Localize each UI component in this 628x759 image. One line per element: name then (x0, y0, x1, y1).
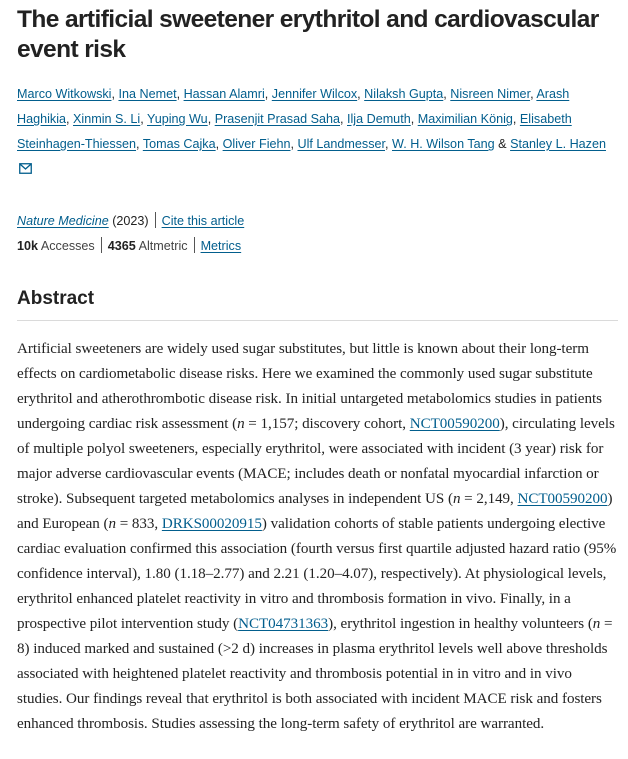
author-link[interactable]: Ina Nemet (118, 87, 177, 101)
abstract-text-segment: = 2,149, (460, 490, 518, 507)
journal-link[interactable]: Nature Medicine (17, 214, 109, 228)
abstract-text-segment: ), circulating levels of multiple polyol sweeteners, especially erythritol, were associated with incident (3 year) risk for major adverse cardiovascular events (MACE; includes death or nonfatal myocardial infarction or stroke). Subsequent targeted metabolomics analyses in independent US ( (17, 415, 615, 507)
abstract-heading: Abstract (17, 287, 618, 321)
author-link[interactable]: Elisabeth Steinhagen-Thiessen (17, 112, 572, 151)
abstract-text (17, 337, 618, 737)
publication-year: (2023) (112, 214, 149, 228)
trial-registry-link[interactable]: NCT04731363 (238, 615, 329, 632)
altmetric-count: 4365 (107, 239, 136, 253)
author-link[interactable]: Marco Witkowski (17, 87, 112, 101)
accesses-label: Accesses (40, 239, 95, 253)
abstract-text-segment: = 8) induced marked and sustained (>2 d) increases in plasma erythritol levels well above thresholds associated with heightened platelet reactivity and thrombosis potential in in vitro and in vivo studies. Our findings reveal that erythritol is both associated with incident MACE risk and fosters enhanced thrombosis. Studies assessing the long-term safety of erythritol are warranted. (17, 615, 613, 732)
trial-registry-link[interactable]: NCT00590200 (517, 490, 608, 507)
author-link[interactable]: Prasenjit Prasad Saha (214, 112, 340, 126)
abstract-text-segment: ) validation cohorts of stable patients undergoing elective cardiac evaluation confirmed this association (fourth versus first quartile adjusted hazard ratio (95% confidence interval), 1.80 (1.18–2.77) and 2.21 (1.20–4.07), respectively). At physiological levels, erythritol enhanced platelet reactivity in vitro and thrombosis formation in vivo. Finally, in a prospective pilot intervention study ( (17, 515, 617, 632)
sample-size-symbol: n (237, 415, 245, 432)
sample-size-symbol: n (108, 515, 116, 532)
abstract-text-segment: Artificial sweeteners are widely used sugar substitutes, but little is known about their long-term effects on cardiometabolic disease risks. Here we examined the commonly used sugar substitute erythritol and atherothrombotic disease risk. In initial untargeted metabolomics studies in patients undergoing cardiac risk assessment ( (17, 340, 602, 432)
author-link[interactable]: Tomas Cajka (142, 137, 216, 151)
altmetric-label: Altmetric (138, 239, 188, 253)
author-link[interactable]: Maximilian König (417, 112, 513, 126)
publication-info (17, 211, 618, 231)
divider (101, 237, 102, 253)
abstract-text-segment: ) and European ( (17, 490, 613, 532)
article-page (17, 0, 618, 752)
author-link[interactable]: Oliver Fiehn (222, 137, 291, 151)
article-metrics (17, 236, 618, 256)
author-link[interactable]: Jennifer Wilcox (271, 87, 358, 101)
article-title: The artificial sweetener erythritol and cardiovascular event risk (17, 6, 599, 63)
sample-size-symbol: n (592, 615, 601, 632)
cite-article-link[interactable]: Cite this article (161, 214, 245, 228)
abstract-text-segment: ), erythritol ingestion in healthy volunteers ( (328, 615, 593, 632)
author-link[interactable]: Ilja Demuth (347, 112, 411, 126)
metrics-link[interactable]: Metrics (200, 239, 242, 253)
author-link[interactable]: Ulf Landmesser (297, 137, 385, 151)
trial-registry-link[interactable]: NCT00590200 (409, 415, 500, 432)
divider (155, 212, 156, 228)
author-link[interactable]: Yuping Wu (147, 112, 208, 126)
author-link[interactable]: Nisreen Nimer (450, 87, 531, 101)
envelope-icon[interactable] (19, 163, 32, 174)
author-list: Marco Witkowski, Ina Nemet, Hassan Alamri, Jennifer Wilcox, Nilaksh Gupta, Nisreen Nimer, Arash Haghikia, Xinmin S. Li, Yuping Wu, Prasenjit Prasad Saha, Ilja Demuth, Maximilian König, Elisabeth Steinhagen-Thiessen, Tomas Cajka, Oliver Fiehn, Ulf Landmesser, W. H. Wilson Tang & Stanley L. Hazen (17, 82, 618, 182)
sample-size-symbol: n (452, 490, 461, 507)
author-link[interactable]: Arash Haghikia (17, 87, 570, 126)
author-link[interactable]: Hassan Alamri (183, 87, 265, 101)
divider (194, 237, 195, 253)
abstract-text-segment: = 833, (116, 515, 162, 532)
author-link[interactable]: Nilaksh Gupta (364, 87, 444, 101)
accesses-count: 10k (17, 239, 39, 253)
author-link[interactable]: Xinmin S. Li (73, 112, 141, 126)
abstract-text-segment: = 1,157; discovery cohort, (244, 415, 410, 432)
author-link[interactable]: W. H. Wilson Tang (392, 137, 495, 151)
author-link[interactable]: Stanley L. Hazen (510, 137, 606, 151)
trial-registry-link[interactable]: DRKS00020915 (161, 515, 262, 532)
